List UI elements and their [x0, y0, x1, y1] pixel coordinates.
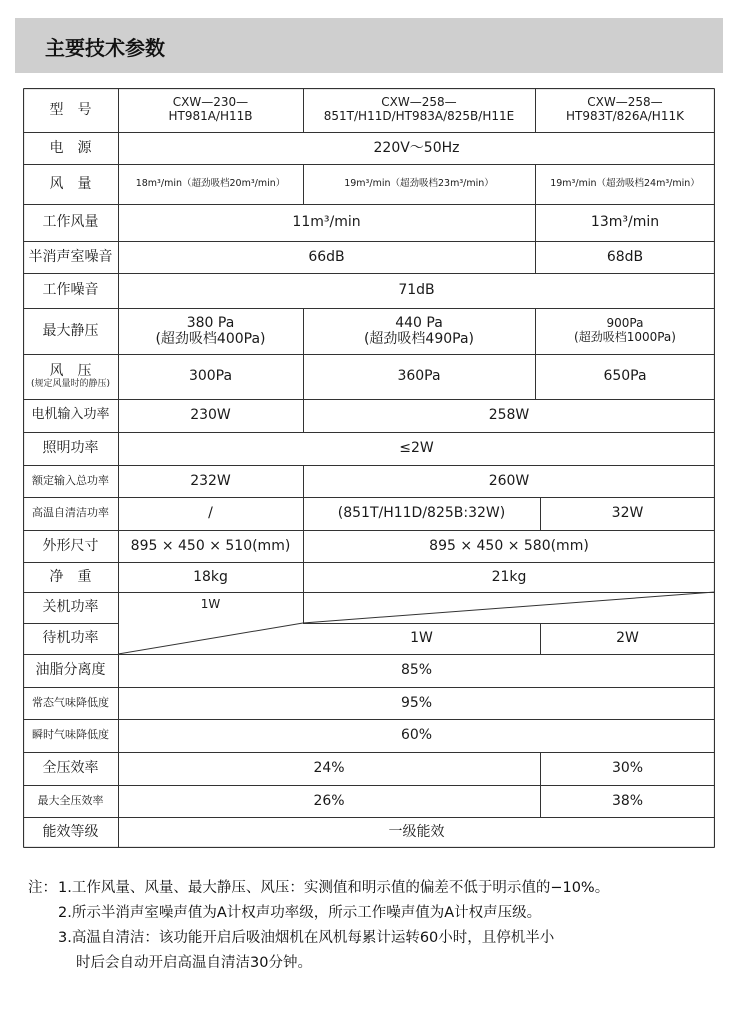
label-standby-power: 待机功率 — [42, 630, 99, 647]
note-3 — [28, 926, 728, 951]
wind-pressure-1: 300Pa — [188, 368, 233, 385]
note-3-continued-text: 时后会自动开启高温自清洁30分钟。 — [76, 955, 312, 971]
grid-line — [118, 623, 303, 654]
air-volume-1: 18m³/min（超劲吸档20m³/min） — [135, 177, 286, 189]
label-lighting-power: 照明功率 — [42, 440, 99, 457]
label-power-source: 电 源 — [49, 139, 92, 156]
label-wind-pressure-cell — [23, 354, 118, 399]
rated-total-power-2: 260W — [488, 472, 530, 489]
label-air-volume: 风 量 — [49, 175, 92, 192]
dimensions-2: 895 × 450 × 580(mm) — [429, 537, 589, 554]
model-1: CXW—230— HT981A/H11B — [168, 95, 253, 123]
note-2-text: 2.所示半消声室噪声值为A计权声功率级，所示工作噪声值为A计权声压级。 — [58, 905, 542, 921]
grease-separation-value: 85% — [400, 662, 433, 679]
label-wind-pressure-sub: (规定风量时的静压) — [30, 379, 111, 390]
steady-odor-reduction-value: 95% — [400, 694, 433, 711]
instant-odor-reduction-value: 60% — [400, 727, 433, 744]
label-high-temp-clean-power: 高温自清洁功率 — [32, 506, 109, 520]
label-energy-grade: 能效等级 — [42, 824, 99, 841]
label-steady-odor-reduction: 常态气味降低度 — [32, 695, 109, 709]
net-weight-1: 18kg — [193, 568, 228, 585]
grid-line — [303, 592, 715, 623]
wind-pressure-3: 650Pa — [603, 368, 647, 385]
note-3-text: 3.高温自清洁：该功能开启后吸油烟机在风机每累计运转60小时，且停机半小 — [58, 930, 555, 946]
label-semi-anechoic-noise: 半消声室噪音 — [28, 248, 113, 265]
label-instant-odor-reduction: 瞬时气味降低度 — [32, 728, 109, 742]
lighting-power-value: ≤2W — [399, 440, 434, 457]
work-noise-value: 71dB — [398, 282, 435, 299]
label-full-pressure-efficiency: 全压效率 — [42, 760, 99, 777]
shutdown-power-value: 1W — [200, 597, 221, 612]
note-1-text: 1.工作风量、风量、最大静压、风压：实测值和明示值的偏差不低于明示值的−10%。 — [58, 880, 610, 896]
standby-power-2: 2W — [616, 630, 639, 647]
label-model: 型 号 — [49, 101, 92, 118]
model-3: CXW—258— HT983T/826A/H11K — [566, 95, 684, 123]
work-air-volume-2: 13m³/min — [590, 214, 660, 231]
max-full-pressure-efficiency-1: 26% — [313, 792, 345, 809]
note-1 — [28, 876, 728, 901]
air-volume-2: 19m³/min（超劲吸档23m³/min） — [344, 177, 494, 189]
net-weight-2: 21kg — [491, 568, 527, 585]
label-work-noise: 工作噪音 — [42, 282, 99, 299]
standby-power-1: 1W — [410, 630, 433, 647]
wind-pressure-2: 360Pa — [397, 368, 441, 385]
notes — [28, 876, 728, 976]
dimensions-1: 895 × 450 × 510(mm) — [130, 537, 291, 554]
label-rated-total-power: 额定输入总功率 — [32, 473, 109, 487]
max-full-pressure-efficiency-2: 38% — [611, 792, 644, 809]
full-pressure-efficiency-2: 30% — [611, 760, 644, 777]
rated-total-power-1: 232W — [190, 472, 231, 489]
label-max-static-pressure: 最大静压 — [42, 322, 99, 339]
label-dimensions: 外形尺寸 — [42, 537, 99, 554]
note-2 — [28, 901, 728, 926]
model-2: CXW—258— 851T/H11D/HT983A/825B/H11E — [323, 95, 515, 123]
label-wind-pressure: 风 压 — [49, 363, 92, 380]
energy-grade-value: 一级能效 — [388, 824, 445, 841]
air-volume-3: 19m³/min（超劲吸档24m³/min） — [550, 177, 700, 189]
label-net-weight: 净 重 — [49, 568, 92, 585]
high-temp-clean-power-3: 32W — [611, 505, 644, 522]
notes-prefix: 注： — [28, 880, 57, 896]
motor-input-power-2: 258W — [488, 407, 530, 424]
section-title-bar — [15, 18, 723, 73]
section-title: 主要技术参数 — [45, 36, 165, 60]
label-shutdown-power: 关机功率 — [42, 599, 99, 616]
spec-table — [23, 88, 715, 848]
motor-input-power-1: 230W — [190, 407, 231, 424]
label-grease-separation: 油脂分离度 — [35, 662, 106, 679]
work-air-volume-1: 11m³/min — [292, 214, 361, 231]
max-static-pressure-3: 900Pa (超劲吸档1000Pa) — [574, 316, 676, 344]
high-temp-clean-power-2: (851T/H11D/825B:32W) — [337, 505, 506, 522]
label-max-full-pressure-efficiency: 最大全压效率 — [37, 793, 104, 807]
label-work-air-volume: 工作风量 — [42, 214, 99, 231]
power-source-value: 220V～50Hz — [373, 139, 460, 156]
max-static-pressure-2: 440 Pa (超劲吸档490Pa) — [363, 314, 475, 347]
note-3-continued — [28, 951, 728, 976]
high-temp-clean-power-1: / — [208, 505, 213, 522]
full-pressure-efficiency-1: 24% — [313, 760, 345, 777]
max-static-pressure-1: 380 Pa (超劲吸档400Pa) — [155, 314, 266, 347]
label-motor-input-power: 电机输入功率 — [31, 407, 110, 423]
semi-anechoic-noise-2: 68dB — [606, 248, 644, 265]
semi-anechoic-noise-1: 66dB — [308, 248, 345, 265]
